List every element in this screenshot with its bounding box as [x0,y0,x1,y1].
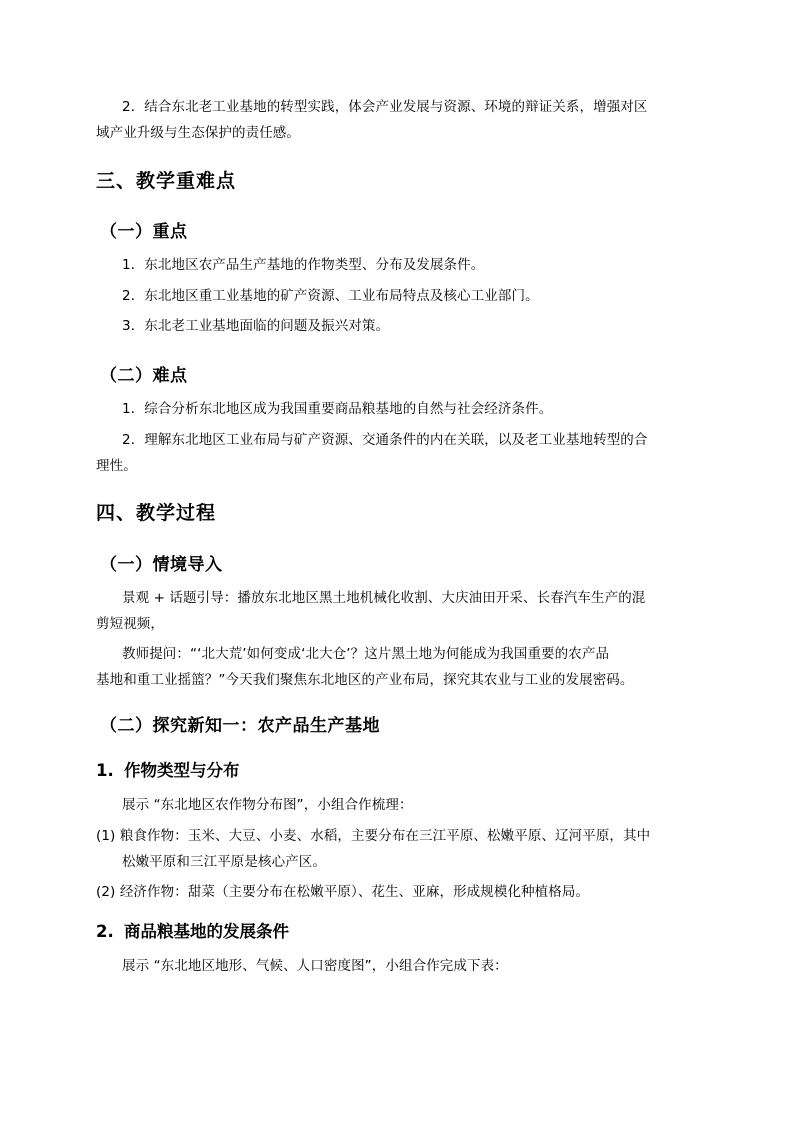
grain-crops-line2: 松嫩平原和三江平原是核心产区。 [122,854,326,870]
subsection-1-number: 1. [96,761,114,780]
subsection-1-heading [96,757,240,781]
intro-para-1-line1: 景观 + 话题引导：播放东北地区黑土地机械化收割、大庆油田开采、长春汽车生产的混 [122,590,646,606]
key-point-1: 1．东北地区农产品生产基地的作物类型、分布及发展条件。 [122,257,485,273]
intro-para-1-line2: 剪短视频， [96,616,164,632]
goal-item-2-line2: 域产业升级与生态保护的责任感。 [96,125,300,141]
grain-crops-line1: (1) 粮食作物：玉米、大豆、小麦、水稻，主要分布在三江平原、松嫩平原、辽河平原，其中 [96,828,651,844]
subheading-difficult-points: （二）难点 [100,366,188,386]
subheading-key-points: （一）重点 [100,222,188,242]
key-point-3: 3．东北老工业基地面临的问题及振兴对策。 [122,318,390,334]
subsection-2-number: 2. [96,922,114,941]
difficult-point-1: 1．综合分析东北地区成为我国重要商品粮基地的自然与社会经济条件。 [122,401,553,417]
subsection-2-title: 商品粮基地的发展条件 [124,922,289,941]
section-heading-4: 四、教学过程 [96,502,217,524]
cash-crops: (2) 经济作物：甜菜（主要分布在松嫩平原）、花生、亚麻，形成规模化种植格局。 [96,884,590,900]
difficult-point-2-line2: 理性。 [96,458,137,474]
subsection-1-title: 作物类型与分布 [124,761,240,780]
difficult-point-2-line1: 2．理解东北地区工业布局与矿产资源、交通条件的内在关联，以及老工业基地转型的合 [122,432,648,448]
subheading-intro: （一）情境导入 [100,555,223,575]
intro-para-2-line1: 教师提问：“‘北大荒’如何变成‘北大仓’？这片黑土地为何能成为我国重要的农产品 [122,646,610,662]
goal-item-2-line1: 2．结合东北老工业基地的转型实践，体会产业发展与资源、环境的辩证关系，增强对区 [122,99,648,115]
section-heading-3: 三、教学重难点 [96,170,237,192]
terrain-map-instruction: 展示 “东北地区地形、气候、人口密度图”，小组合作完成下表： [122,958,508,974]
subsection-2-heading [96,918,289,942]
key-point-2: 2．东北地区重工业基地的矿产资源、工业布局特点及核心工业部门。 [122,288,539,304]
subheading-explore-1: （二）探究新知一：农产品生产基地 [100,716,380,736]
intro-para-2-line2: 基地和重工业摇篮？”今天我们聚焦东北地区的产业布局，探究其农业与工业的发展密码。 [96,672,634,688]
crop-map-instruction: 展示 “东北地区农作物分布图”，小组合作梳理： [122,797,413,813]
